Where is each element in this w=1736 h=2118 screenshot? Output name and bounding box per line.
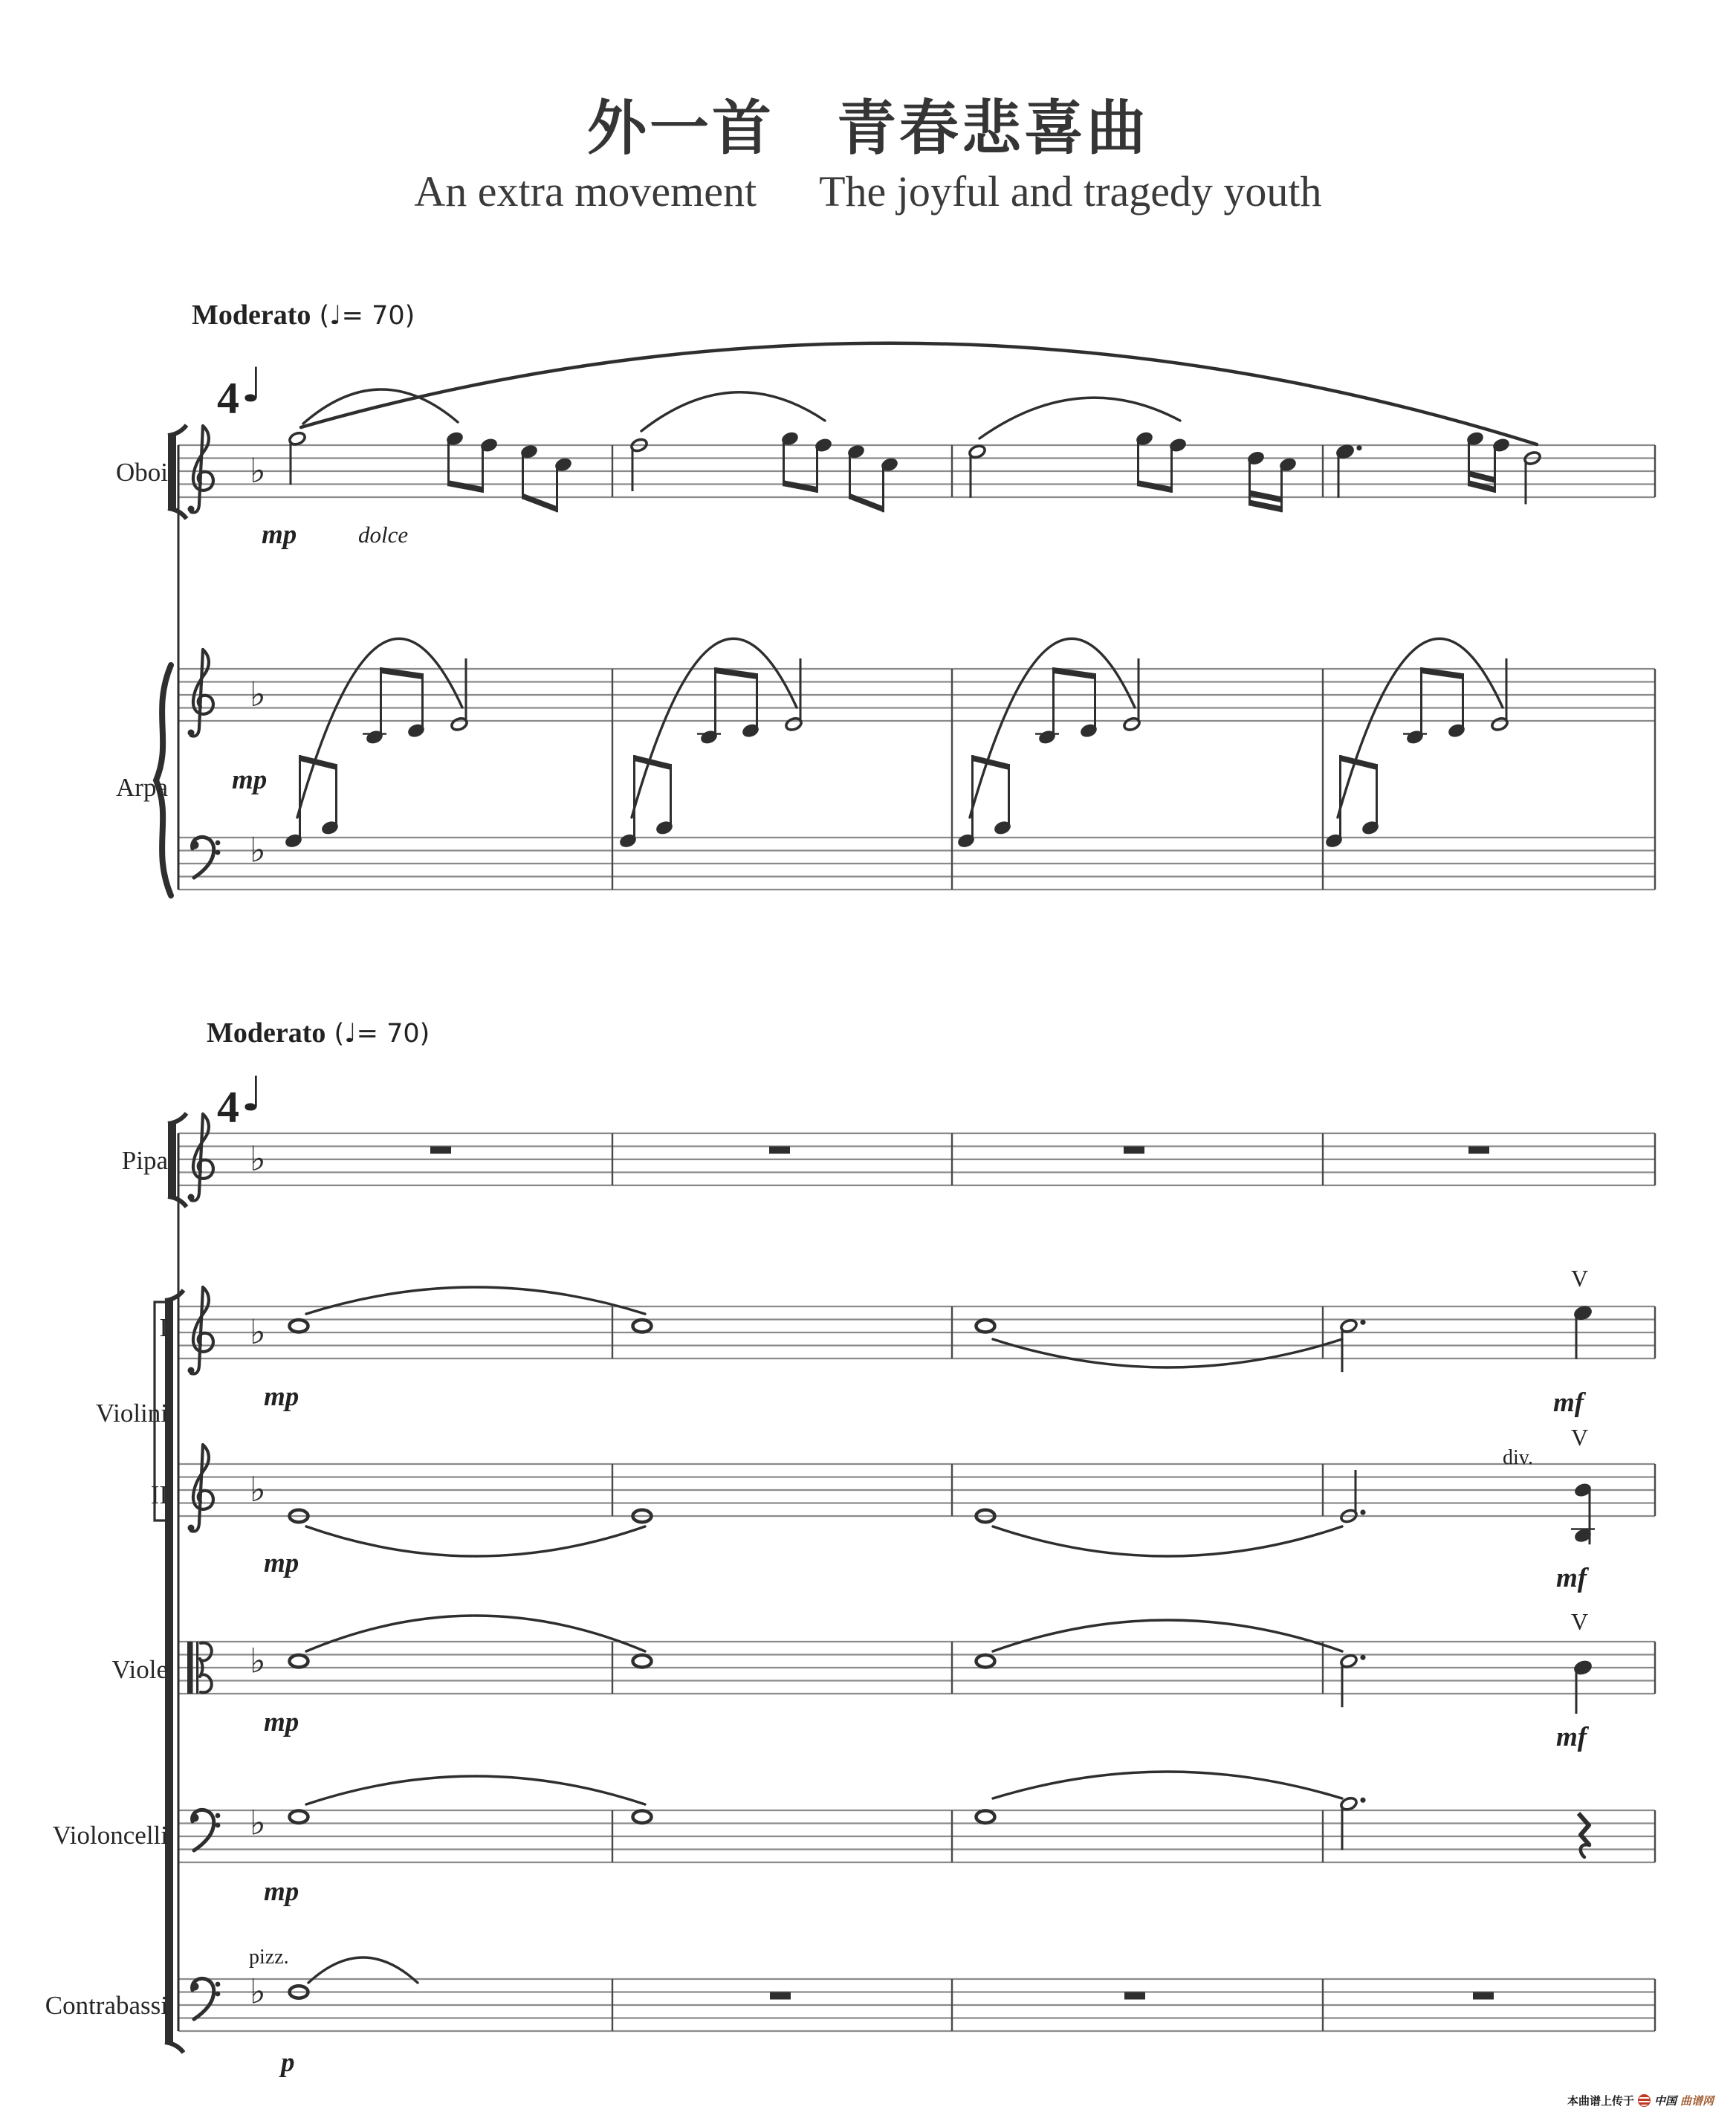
dynamic-marking: mf: [1556, 1722, 1587, 1752]
time-signature: 4♩: [217, 1067, 264, 1132]
watermark-site-name-b: 曲谱网: [1680, 2094, 1714, 2108]
dynamic-marking: mp: [264, 1382, 299, 1412]
watermark-text: 本曲谱上传于: [1567, 2094, 1634, 2108]
tempo-marking: Moderato (♩= 70): [192, 299, 415, 331]
dynamic-marking: mf: [1556, 1563, 1587, 1593]
site-logo-icon: [1638, 2094, 1651, 2107]
instrument-label: Oboi: [116, 458, 168, 487]
svg-text:♭: ♭: [250, 1139, 266, 1179]
watermark: [1567, 2093, 1714, 2108]
dynamic-marking: mp: [264, 1548, 299, 1578]
page-title: 外一首 青春悲喜曲: [587, 97, 1149, 162]
up-bow-mark: V: [1571, 1608, 1589, 1635]
dynamic-marking: mf: [1553, 1387, 1584, 1418]
dynamic-marking: pizz.: [249, 1946, 289, 1969]
svg-text:♭: ♭: [250, 829, 266, 870]
svg-text:♭: ♭: [250, 1640, 266, 1681]
svg-text:♭: ♭: [250, 1971, 266, 2012]
dynamic-marking: dolce: [358, 522, 409, 548]
instrument-label: II: [150, 1480, 168, 1509]
svg-text:♭: ♭: [250, 1469, 266, 1509]
watermark-site-name-a: 中国: [1654, 2094, 1677, 2108]
dynamic-marking: div.: [1503, 1446, 1533, 1469]
dynamic-marking: mp: [264, 1707, 299, 1738]
instrument-label: I: [159, 1313, 168, 1342]
instrument-label: Pipa: [121, 1146, 168, 1175]
instrument-label: Violini: [95, 1399, 168, 1428]
instrument-label: Contrabassi: [45, 1991, 168, 2020]
instrument-label: Violoncelli: [52, 1821, 168, 1850]
subtitle-right: The joyful and tragedy youth: [819, 167, 1322, 216]
dynamic-marking: mp: [264, 1876, 299, 1907]
instrument-label: Viole: [111, 1655, 168, 1684]
dynamic-marking: mp: [232, 765, 268, 795]
svg-text:♭: ♭: [250, 674, 266, 714]
svg-text:♭: ♭: [250, 1312, 266, 1352]
subtitle-left: An extra movement: [414, 167, 757, 216]
instrument-label: Arpa: [116, 773, 168, 802]
svg-text:♭: ♭: [250, 450, 266, 490]
svg-text:♭: ♭: [250, 1802, 266, 1843]
dynamic-marking: p: [281, 2047, 295, 2078]
dynamic-marking: mp: [262, 519, 297, 550]
up-bow-mark: V: [1571, 1424, 1589, 1451]
up-bow-mark: V: [1571, 1265, 1589, 1292]
tempo-marking: Moderato (♩= 70): [207, 1017, 430, 1049]
time-signature: 4♩: [217, 358, 264, 423]
